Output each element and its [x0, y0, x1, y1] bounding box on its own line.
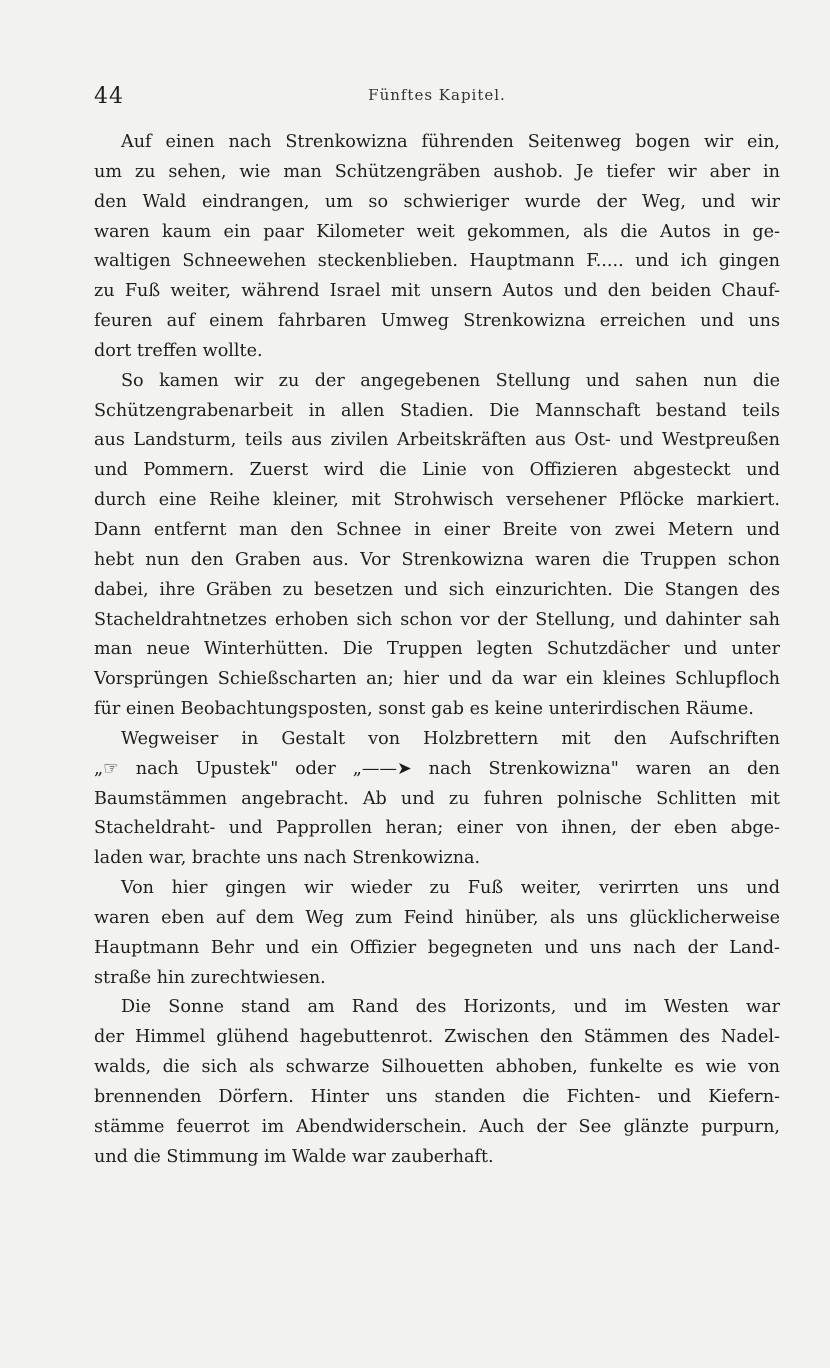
text-line: Hauptmann Behr und ein Offizier begegneten und uns nach der Land- — [94, 937, 780, 958]
text-line: Stacheldrahtnetzes erhoben sich schon vor der Stellung, und dahinter sah — [94, 609, 780, 630]
text-line: walds, die sich als schwarze Silhouetten abhoben, funkelte es wie von — [94, 1057, 780, 1078]
running-head: Fünftes Kapitel. — [368, 86, 506, 104]
text-line: Baumstämmen angebracht. Ab und zu fuhren polnische Schlitten mit — [94, 788, 780, 809]
text-line: Wegweiser in Gestalt von Holzbrettern mit den Aufschriften — [121, 728, 780, 749]
text-line: hebt nun den Graben aus. Vor Strenkowizna waren die Truppen schon — [94, 549, 780, 570]
text-line: Stacheldraht- und Papprollen heran; einer von ihnen, der eben abge- — [94, 818, 780, 839]
text-line: um zu sehen, wie man Schützengräben aushob. Je tiefer wir aber in — [94, 161, 780, 182]
text-line: waren eben auf dem Weg zum Feind hinüber, als uns glücklicherweise — [94, 907, 780, 928]
text-line: und Pommern. Zuerst wird die Linie von Offizieren abgesteckt und — [94, 460, 780, 481]
text-line: dabei, ihre Gräben zu besetzen und sich einzurichten. Die Stangen des — [94, 579, 780, 600]
text-line: feuren auf einem fahrbaren Umweg Strenkowizna erreichen und uns — [94, 311, 780, 332]
body-text — [94, 128, 780, 1173]
text-line: So kamen wir zu der angegebenen Stellung und sahen nun die — [121, 370, 780, 391]
page-header — [94, 84, 780, 114]
text-line: Schützengrabenarbeit in allen Stadien. Die Mannschaft bestand teils — [94, 400, 780, 421]
text-line: waren kaum ein paar Kilometer weit gekommen, als die Autos in ge- — [94, 221, 780, 242]
text-line: brennenden Dörfern. Hinter uns standen die Fichten- und Kiefern- — [94, 1087, 780, 1107]
page-number: 44 — [94, 84, 124, 109]
text-line: Vorsprüngen Schießscharten an; hier und da war ein kleines Schlupfloch — [94, 669, 780, 690]
text-line: zu Fuß weiter, während Israel mit unsern Autos und den beiden Chauf- — [94, 281, 780, 302]
text-line: waltigen Schneewehen steckenblieben. Hauptmann F..... und ich gingen — [94, 251, 780, 272]
text-line: den Wald eindrangen, um so schwieriger wurde der Weg, und wir — [94, 191, 780, 212]
text-line: durch eine Reihe kleiner, mit Strohwisch versehener Pflöcke markiert. — [94, 490, 780, 511]
text-line: Dann entfernt man den Schnee in einer Breite von zwei Metern und — [94, 519, 780, 540]
text-line: Von hier gingen wir wieder zu Fuß weiter, verirrten uns und — [121, 878, 780, 899]
text-line: „☞ nach Upustek" oder „——➤ nach Strenkowizna" waren an den — [94, 758, 780, 779]
text-line: stämme feuerrot im Abendwiderschein. Auch der See glänzte purpurn, — [94, 1116, 780, 1137]
text-line: straße hin zurechtwiesen. — [94, 967, 326, 988]
text-line: Auf einen nach Strenkowizna führenden Seitenweg bogen wir ein, — [121, 132, 780, 152]
text-line: dort treffen wollte. — [94, 340, 263, 361]
text-line: laden war, brachte uns nach Strenkowizna. — [94, 848, 481, 869]
text-line: man neue Winterhütten. Die Truppen legten Schutzdächer und unter — [94, 639, 780, 660]
text-line: und die Stimmung im Walde war zauberhaft. — [94, 1146, 494, 1167]
text-line: der Himmel glühend hagebuttenrot. Zwischen den Stämmen des Nadel- — [94, 1027, 780, 1048]
text-line: für einen Beobachtungsposten, sonst gab es keine unterirdischen Räume. — [94, 699, 754, 720]
text-line: Die Sonne stand am Rand des Horizonts, und im Westen war — [121, 997, 780, 1018]
text-line: aus Landsturm, teils aus zivilen Arbeitskräften aus Ost- und Westpreußen — [94, 430, 780, 451]
